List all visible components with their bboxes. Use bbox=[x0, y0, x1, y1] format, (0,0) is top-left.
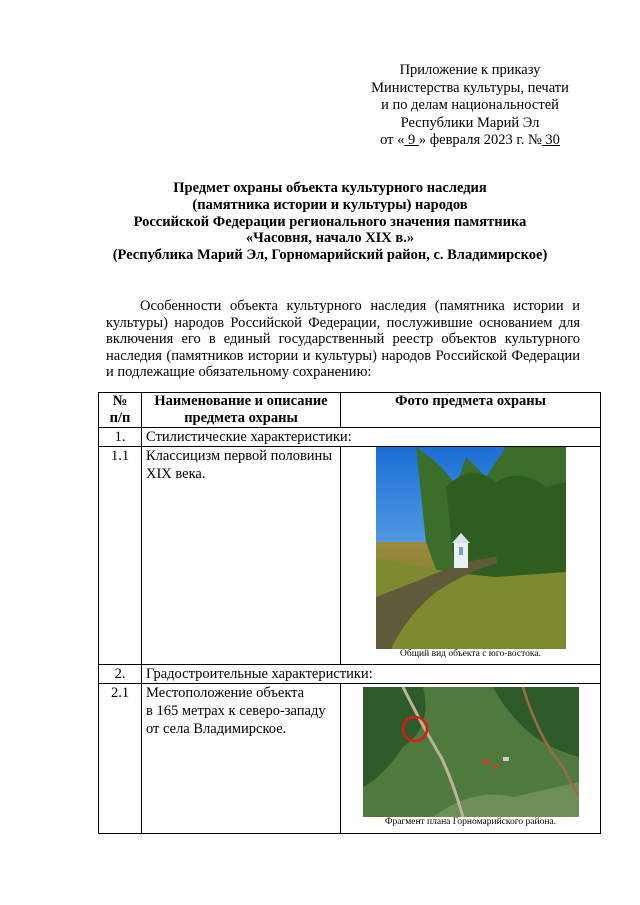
appendix-header bbox=[340, 62, 600, 150]
title-line: (памятника истории и культуры) народов bbox=[192, 196, 468, 213]
row-num: 2.1 bbox=[99, 684, 142, 834]
date-mid: » февраля 2023 г. № bbox=[418, 132, 542, 149]
section-num: 1. bbox=[99, 428, 142, 447]
row-desc: Классицизм первой половины XIX века. bbox=[142, 447, 341, 665]
aerial-map-photo bbox=[363, 687, 579, 817]
photo-cell bbox=[341, 447, 601, 665]
date-day: 9 bbox=[404, 132, 419, 149]
map-caption: Фрагмент плана Горномарийского района. bbox=[384, 817, 557, 827]
appendix-date bbox=[340, 132, 600, 150]
title-line: «Часовня, начало XIX в.» bbox=[245, 230, 415, 247]
header-photo: Фото предмета охраны bbox=[341, 393, 601, 428]
header-name: Наименование и описание предмета охраны bbox=[142, 393, 341, 428]
section-row bbox=[99, 428, 601, 447]
map-cell bbox=[341, 684, 601, 834]
section-row bbox=[99, 665, 601, 684]
table-header-row bbox=[99, 393, 601, 428]
appendix-line: Министерства культуры, печати bbox=[371, 79, 569, 96]
date-prefix: от « bbox=[380, 132, 405, 149]
appendix-line: Приложение к приказу bbox=[399, 62, 541, 78]
chapel-photo bbox=[376, 447, 566, 649]
section-title: Стилистические характеристики: bbox=[142, 428, 601, 447]
row-num: 1.1 bbox=[99, 447, 142, 665]
section-title: Градостроительные характеристики: bbox=[142, 665, 601, 684]
section-num: 2. bbox=[99, 665, 142, 684]
header-num: № п/п bbox=[99, 393, 142, 428]
protection-table bbox=[98, 392, 601, 834]
title-line: Предмет охраны объекта культурного наследия bbox=[173, 180, 487, 196]
row-desc: Местоположение объекта в 165 метрах к северо-западу от села Владимирское. bbox=[142, 684, 341, 834]
intro-paragraph: Особенности объекта культурного наследия (памятника истории и культуры) народов Российской Федерации, послужившие основанием для включения его в единый государственный реестр объектов культурного наследия (памятников истории и культуры) народов Российской Федерации и подлежащие обязательному сохранению: bbox=[106, 298, 580, 381]
table-row bbox=[99, 684, 601, 834]
appendix-line: Республики Марий Эл bbox=[400, 114, 540, 131]
title-line: Российской Федерации регионального значения памятника bbox=[133, 213, 527, 230]
table-row bbox=[99, 447, 601, 665]
document-title bbox=[60, 180, 600, 264]
photo-caption: Общий вид объекта с юго-востока. bbox=[400, 649, 541, 659]
title-line: (Республика Марий Эл, Горномарийский район, с. Владимирское) bbox=[112, 247, 548, 264]
appendix-line: и по делам национальностей bbox=[381, 97, 559, 114]
order-number: 30 bbox=[541, 132, 560, 149]
